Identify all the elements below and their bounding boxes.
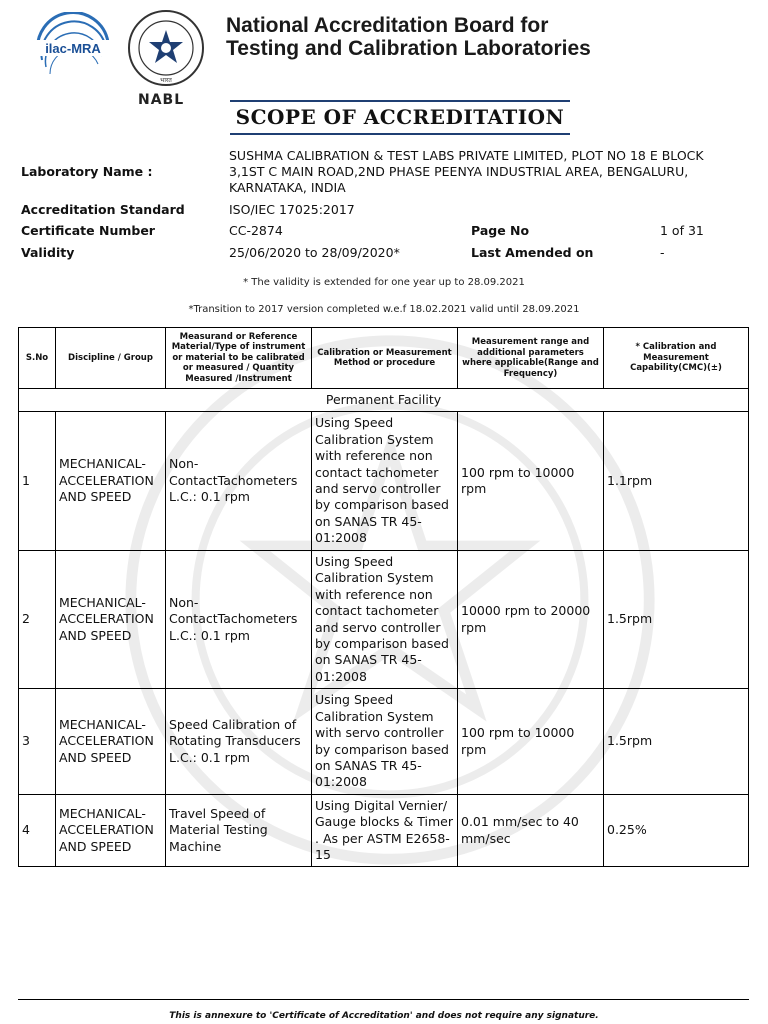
cell-measurand: Travel Speed of Material Testing Machine bbox=[166, 795, 312, 867]
footer-note: This is annexure to 'Certificate of Accreditation' and does not require any signature. bbox=[169, 1011, 599, 1021]
footer-divider bbox=[18, 999, 749, 1000]
scope-heading bbox=[230, 100, 570, 135]
lab-name-line2: 3,1ST C MAIN ROAD,2ND PHASE PEENYA INDUSTRIAL AREA, BENGALURU, bbox=[229, 164, 689, 179]
board-title-line1: National Accreditation Board for bbox=[226, 14, 549, 37]
cell-sno: 3 bbox=[19, 689, 56, 795]
cell-cmc: 1.5rpm bbox=[604, 689, 749, 795]
board-title-line2: Testing and Calibration Laboratories bbox=[226, 37, 591, 60]
cell-range: 100 rpm to 10000 rpm bbox=[458, 689, 604, 795]
lab-name-line3: KARNATAKA, INDIA bbox=[229, 180, 346, 195]
header-method: Calibration or Measurement Method or procedure bbox=[312, 328, 458, 389]
cell-sno: 4 bbox=[19, 795, 56, 867]
validity-value: 25/06/2020 to 28/09/2020* bbox=[229, 245, 400, 260]
ilac-mra-logo-icon bbox=[28, 12, 118, 84]
header-discipline: Discipline / Group bbox=[56, 328, 166, 389]
table-row bbox=[19, 795, 749, 867]
validity-note: * The validity is extended for one year up to 28.09.2021 bbox=[243, 277, 525, 288]
cell-cmc: 1.1rpm bbox=[604, 412, 749, 551]
cell-discipline: MECHANICAL- ACCELERATION AND SPEED bbox=[56, 795, 166, 867]
cell-measurand: Speed Calibration of Rotating Transducers L.C.: 0.1 rpm bbox=[166, 689, 312, 795]
cell-sno: 2 bbox=[19, 551, 56, 689]
nabl-seal-icon bbox=[126, 8, 206, 88]
seal-text: भारत bbox=[160, 77, 172, 84]
cell-cmc: 1.5rpm bbox=[604, 551, 749, 689]
cell-sno: 1 bbox=[19, 412, 56, 551]
header-measurand: Measurand or Reference Material/Type of instrument or material to be calibrated or measured / Quantity Measured /Instrument bbox=[166, 328, 312, 389]
scope-rule-bottom bbox=[230, 133, 570, 135]
header-sno: S.No bbox=[19, 328, 56, 389]
facility-row bbox=[19, 389, 749, 412]
scope-table bbox=[18, 327, 749, 867]
standard-value: ISO/IEC 17025:2017 bbox=[229, 202, 355, 217]
table-row bbox=[19, 551, 749, 689]
facility-cell: Permanent Facility bbox=[19, 389, 749, 412]
page-no-label: Page No bbox=[471, 223, 530, 238]
page-no-value: 1 of 31 bbox=[660, 223, 704, 238]
header-cmc: * Calibration and Measurement Capability(CMC)(±) bbox=[604, 328, 749, 389]
cell-range: 0.01 mm/sec to 40 mm/sec bbox=[458, 795, 604, 867]
cell-discipline: MECHANICAL- ACCELERATION AND SPEED bbox=[56, 412, 166, 551]
cell-measurand: Non-ContactTachometers L.C.: 0.1 rpm bbox=[166, 412, 312, 551]
lab-name-value bbox=[229, 148, 704, 196]
cell-discipline: MECHANICAL- ACCELERATION AND SPEED bbox=[56, 689, 166, 795]
certificate-label: Certificate Number bbox=[21, 223, 155, 238]
nabl-logo-text: NABL bbox=[138, 92, 185, 108]
header-range: Measurement range and additional parameters where applicable(Range and Frequency) bbox=[458, 328, 604, 389]
table-row bbox=[19, 412, 749, 551]
board-title bbox=[226, 14, 591, 60]
lab-name-line1: SUSHMA CALIBRATION & TEST LABS PRIVATE LIMITED, PLOT NO 18 E BLOCK bbox=[229, 148, 704, 163]
ilac-text: ilac-MRA bbox=[45, 41, 101, 56]
cell-measurand: Non-ContactTachometers L.C.: 0.1 rpm bbox=[166, 551, 312, 689]
transition-note: *Transition to 2017 version completed w.e.f 18.02.2021 valid until 28.09.2021 bbox=[188, 304, 580, 315]
validity-label: Validity bbox=[21, 245, 75, 260]
cell-range: 10000 rpm to 20000 rpm bbox=[458, 551, 604, 689]
cell-method: Using Speed Calibration System with servo controller by comparison based on SANAS TR 45-01:2008 bbox=[312, 689, 458, 795]
table-header-row bbox=[19, 328, 749, 389]
lab-name-label: Laboratory Name : bbox=[21, 164, 153, 179]
table-row bbox=[19, 689, 749, 795]
cell-range: 100 rpm to 10000 rpm bbox=[458, 412, 604, 551]
cell-method: Using Speed Calibration System with reference non contact tachometer and servo controller by comparison based on SANAS TR 45-01:2008 bbox=[312, 551, 458, 689]
certificate-value: CC-2874 bbox=[229, 223, 283, 238]
last-amended-value: - bbox=[660, 245, 665, 260]
cell-cmc: 0.25% bbox=[604, 795, 749, 867]
standard-label: Accreditation Standard bbox=[21, 202, 185, 217]
cell-discipline: MECHANICAL- ACCELERATION AND SPEED bbox=[56, 551, 166, 689]
last-amended-label: Last Amended on bbox=[471, 245, 594, 260]
cell-method: Using Digital Vernier/ Gauge blocks & Timer . As per ASTM E2658- 15 bbox=[312, 795, 458, 867]
scope-title: SCOPE OF ACCREDITATION bbox=[235, 105, 565, 129]
cell-method: Using Speed Calibration System with reference non contact tachometer and servo controller by comparison based on SANAS TR 45-01:2008 bbox=[312, 412, 458, 551]
